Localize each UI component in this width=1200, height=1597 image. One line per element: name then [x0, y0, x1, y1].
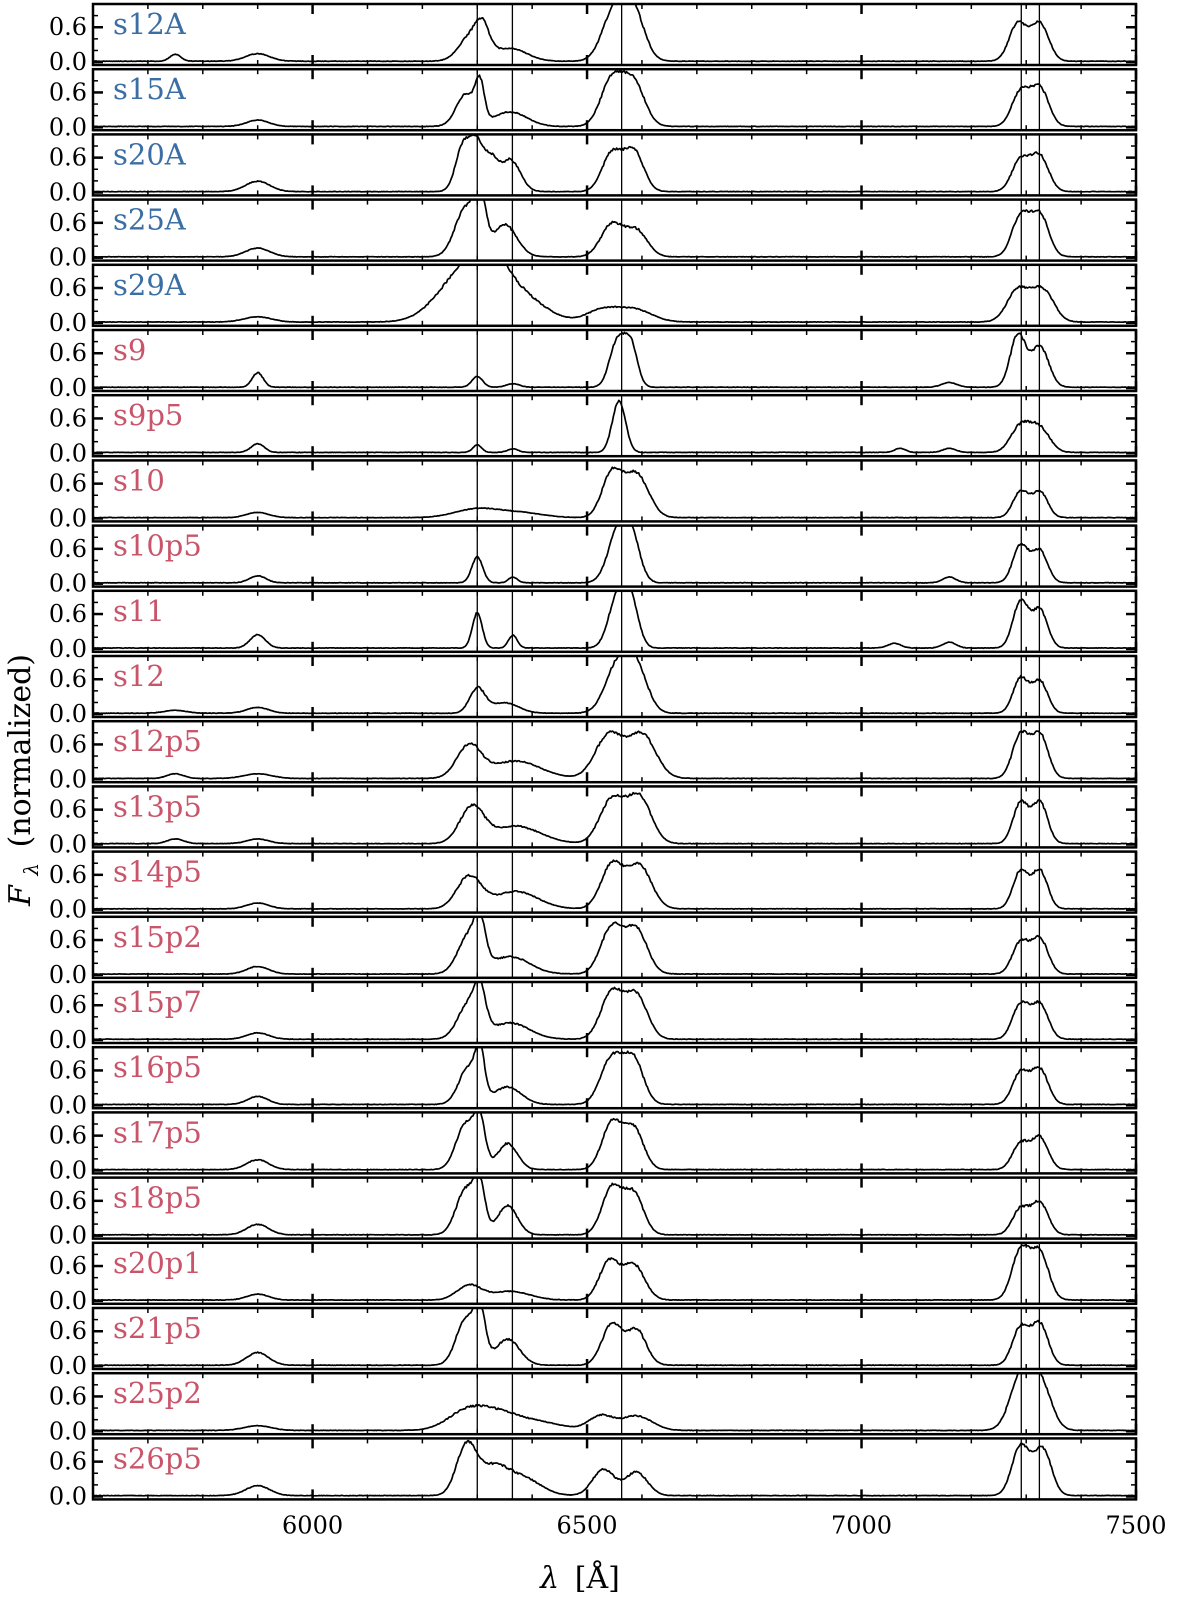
y-axis-symbol: F: [3, 885, 38, 907]
panel-s13p5: [49, 786, 1136, 858]
panel-s10: [49, 460, 1136, 532]
panel-label-s15p7: s15p7: [113, 985, 202, 1019]
panel-frame: [93, 265, 1136, 326]
x-axis-symbol: λ: [540, 1561, 560, 1596]
y-tick-label: 0.6: [48, 1252, 87, 1281]
panel-frame: [93, 1373, 1136, 1434]
y-tick-label: 0.6: [48, 1056, 87, 1085]
x-tick-label: 6000: [282, 1511, 344, 1540]
y-tick-label: 0.0: [48, 243, 87, 272]
spectrum-line: [93, 1373, 1136, 1431]
y-tick-label: 0.6: [48, 1186, 87, 1215]
spectrum-line: [93, 1047, 1136, 1105]
panel-s20p1: [49, 1243, 1136, 1315]
panel-label-s11: s11: [113, 593, 165, 628]
panel-label-s20p1: s20p1: [113, 1245, 202, 1280]
spectrum-line: [93, 731, 1136, 779]
spectrum-line: [93, 265, 1136, 323]
spectrum-line: [93, 332, 1136, 387]
y-tick-label: 0.6: [48, 13, 87, 42]
panel-label-s25A: s25A: [113, 202, 186, 237]
panel-label-s10: s10: [113, 463, 165, 498]
y-tick-label: 0.0: [48, 113, 87, 142]
panel-s15p7: [49, 982, 1136, 1054]
panel-frame: [93, 1243, 1136, 1304]
panel-label-s21p5: s21p5: [113, 1311, 202, 1345]
y-tick-label: 0.6: [48, 469, 87, 498]
panel-label-s14p5: s14p5: [113, 854, 202, 889]
panel-s15p2: [49, 917, 1136, 989]
y-tick-label: 0.6: [48, 926, 87, 955]
spectrum-line: [93, 467, 1136, 518]
y-tick-label: 0.0: [48, 1417, 87, 1446]
spectrum-line: [93, 917, 1136, 975]
panel-label-s12p5: s12p5: [113, 724, 202, 759]
y-tick-label: 0.0: [48, 1352, 87, 1381]
panel-label-s17p5: s17p5: [113, 1115, 202, 1150]
y-tick-label: 0.0: [48, 374, 87, 403]
panel-s26p5: [49, 1438, 1136, 1510]
panel-frame: [93, 1438, 1136, 1499]
spectrum-line: [93, 860, 1136, 909]
y-tick-label: 0.6: [48, 1317, 87, 1346]
spectrum-line: [93, 134, 1136, 192]
panel-s25A: [49, 200, 1136, 272]
y-tick-label: 0.6: [48, 860, 87, 889]
panel-frame: [93, 395, 1136, 456]
panel-s20A: [49, 134, 1136, 206]
panel-s25p2: [49, 1373, 1136, 1445]
y-tick-label: 0.0: [48, 960, 87, 989]
y-tick-label: 0.6: [48, 730, 87, 759]
panel-label-s26p5: s26p5: [113, 1441, 202, 1476]
panel-label-s15A: s15A: [113, 72, 186, 107]
spectrum-line: [93, 200, 1136, 258]
panel-s12p5: [49, 721, 1136, 793]
panel-frame: [93, 656, 1136, 717]
y-tick-label: 0.6: [48, 1121, 87, 1150]
panel-s11: [49, 591, 1136, 663]
panel-s16p5: [49, 1047, 1136, 1119]
spectrum-line: [93, 400, 1136, 452]
panel-label-s12: s12: [113, 659, 165, 693]
y-axis-subscript: λ: [19, 862, 43, 876]
y-tick-label: 0.6: [48, 78, 87, 107]
panel-label-s12A: s12A: [113, 7, 186, 41]
y-tick-label: 0.6: [48, 404, 87, 433]
y-tick-label: 0.0: [48, 1221, 87, 1250]
spectrum-line: [93, 591, 1136, 649]
panel-label-s9: s9: [113, 333, 147, 367]
x-tick-labels: [282, 1511, 1166, 1539]
x-axis-label: [539, 1560, 620, 1596]
y-tick-label: 0.6: [48, 1447, 87, 1476]
spectrum-line: [93, 982, 1136, 1040]
y-tick-label: 0.0: [48, 634, 87, 663]
panel-frame: [93, 1308, 1136, 1369]
y-tick-label: 0.0: [48, 1156, 87, 1185]
y-tick-label: 0.0: [48, 178, 87, 207]
y-tick-label: 0.0: [48, 765, 87, 794]
panel-s21p5: [49, 1308, 1136, 1380]
x-axis-unit: [Å]: [574, 1561, 620, 1596]
y-tick-label: 0.0: [48, 1482, 87, 1511]
spectrum-line: [93, 1112, 1136, 1170]
y-tick-label: 0.6: [48, 534, 87, 563]
x-tick-label: 7000: [830, 1511, 893, 1540]
panels-group: [49, 4, 1136, 1510]
panel-label-s25p2: s25p2: [113, 1376, 202, 1411]
panel-s18p5: [49, 1178, 1136, 1250]
y-tick-label: 0.0: [48, 1091, 87, 1120]
y-tick-label: 0.6: [48, 143, 87, 172]
y-tick-label: 0.0: [48, 1026, 87, 1055]
spectrum-line: [93, 1308, 1136, 1366]
panel-s10p5: [49, 526, 1136, 598]
panel-label-s9p5: s9p5: [113, 398, 184, 433]
y-tick-label: 0.0: [48, 895, 87, 924]
panel-label-s10p5: s10p5: [113, 528, 202, 563]
panel-s9p5: [49, 395, 1136, 467]
y-tick-label: 0.6: [48, 600, 87, 629]
panel-frame: [93, 721, 1136, 782]
panel-label-s20A: s20A: [113, 137, 186, 172]
panel-label-s13p5: s13p5: [113, 789, 202, 824]
spectrum-line: [93, 1441, 1136, 1496]
panel-frame: [93, 1112, 1136, 1173]
panel-label-s29A: s29A: [113, 267, 186, 302]
spectrum-line: [93, 526, 1136, 584]
y-tick-label: 0.0: [48, 439, 87, 468]
y-tick-label: 0.0: [48, 504, 87, 533]
panel-frame: [93, 200, 1136, 261]
panel-frame: [93, 526, 1136, 587]
y-tick-label: 0.6: [48, 795, 87, 824]
panel-label-s16p5: s16p5: [113, 1050, 202, 1085]
y-tick-label: 0.6: [48, 991, 87, 1020]
y-tick-label: 0.6: [48, 208, 87, 237]
spectrum-line: [93, 1245, 1136, 1300]
y-tick-label: 0.6: [48, 274, 87, 303]
y-axis-label: [3, 654, 46, 907]
y-tick-label: 0.6: [48, 339, 87, 368]
x-tick-label: 7500: [1105, 1511, 1167, 1540]
y-tick-label: 0.0: [48, 48, 87, 77]
y-axis-text: (normalized): [3, 653, 38, 848]
panel-s9: [49, 330, 1136, 402]
panel-s29A: [49, 265, 1136, 337]
y-tick-label: 0.6: [48, 1382, 87, 1411]
panel-s15A: [49, 69, 1136, 141]
spectrum-line: [93, 71, 1136, 127]
y-tick-label: 0.0: [48, 308, 87, 337]
panel-frame: [93, 1178, 1136, 1239]
panel-s12A: [49, 4, 1136, 76]
y-tick-label: 0.0: [48, 700, 87, 729]
spectrum-line: [93, 4, 1136, 62]
spectrum-line: [93, 656, 1136, 714]
panel-frame: [93, 134, 1136, 195]
x-tick-label: 6500: [556, 1511, 618, 1540]
spectrum-line: [93, 1178, 1136, 1236]
panel-frame: [93, 460, 1136, 521]
panel-s12: [49, 656, 1136, 728]
panel-label-s18p5: s18p5: [113, 1180, 202, 1215]
y-tick-label: 0.0: [48, 830, 87, 859]
panel-s14p5: [49, 852, 1136, 924]
panel-s17p5: [49, 1112, 1136, 1184]
panel-frame: [93, 591, 1136, 652]
spectrum-line: [93, 793, 1136, 844]
panel-label-s15p2: s15p2: [113, 919, 202, 954]
y-tick-label: 0.0: [48, 569, 87, 598]
y-tick-label: 0.6: [48, 665, 87, 694]
y-tick-label: 0.0: [48, 1286, 87, 1315]
